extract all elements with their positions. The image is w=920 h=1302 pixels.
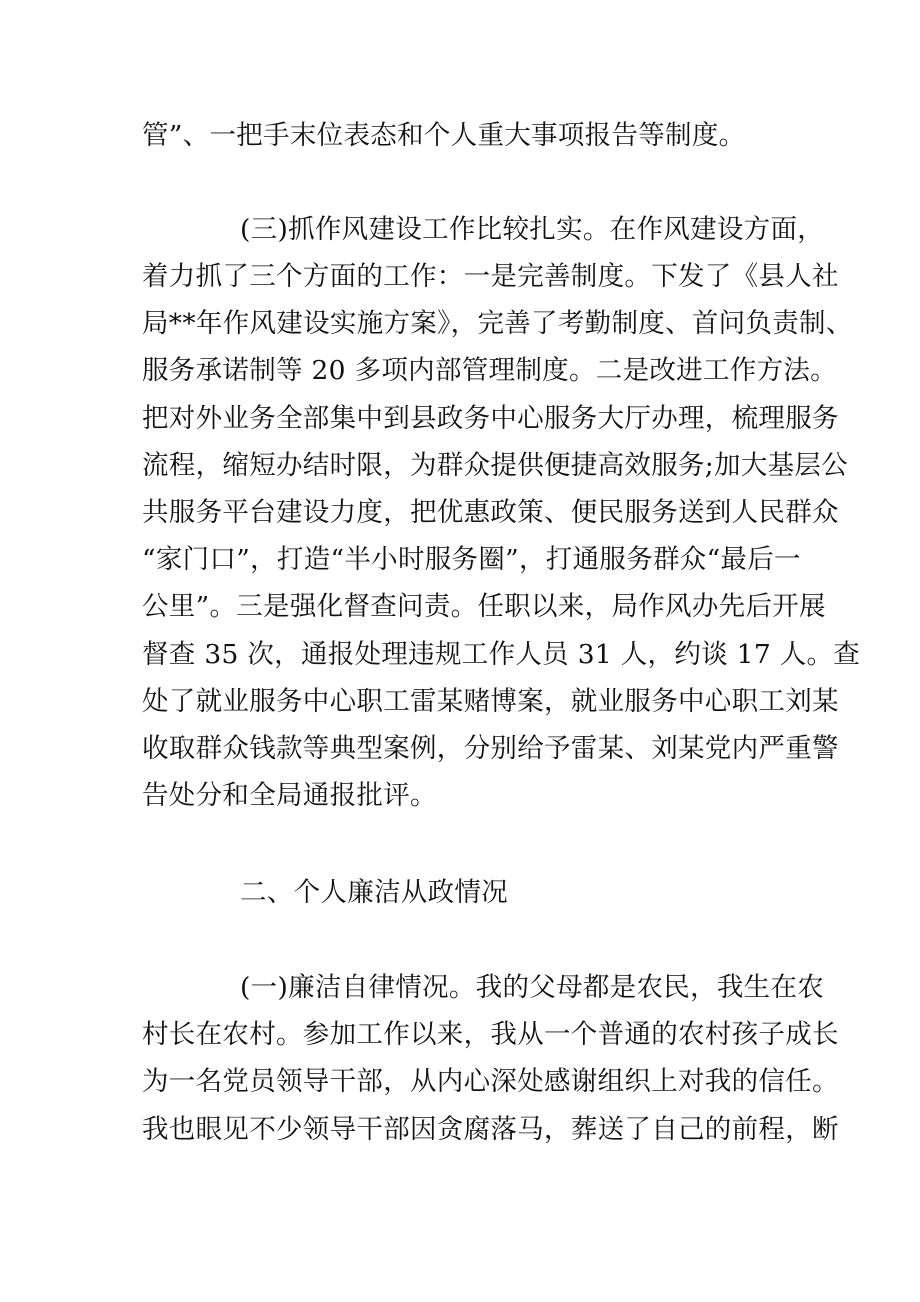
paragraph-line: 着力抓了三个方面的工作：一是完善制度。下发了《县人社 <box>142 261 839 292</box>
paragraph-line: 流程，缩短办结时限，为群众提供便捷高效服务;加大基层公 <box>142 450 849 481</box>
paragraph-line: “家门口”，打造“半小时服务圈”，打通服务群众“最后一 <box>142 544 801 575</box>
paragraph-line: 局**年作风建设实施方案》，完善了考勤制度、首问负责制、 <box>142 308 853 339</box>
section-heading: 二、个人廉洁从政情况 <box>240 877 508 908</box>
paragraph-line: 我也眼见不少领导干部因贪腐落马，葬送了自己的前程，断 <box>142 1114 839 1145</box>
paragraph-line: 告处分和全局通报批评。 <box>142 780 437 811</box>
section-heading-line: (三)抓作风建设工作比较扎实。在作风建设方面， <box>240 214 825 245</box>
paragraph-line: 为一名党员领导干部，从内心深处感谢组织上对我的信任。 <box>142 1066 839 1097</box>
paragraph-line: 把对外业务全部集中到县政务中心服务大厅办理，梳理服务 <box>142 403 839 434</box>
paragraph-line: 公里”。三是强化督查问责。任职以来，局作风办先后开展 <box>142 591 826 622</box>
paragraph-line: 村长在农村。参加工作以来，我从一个普通的农村孩子成长 <box>142 1019 839 1050</box>
paragraph-line: 管”、一把手末位表态和个人重大事项报告等制度。 <box>142 120 746 151</box>
paragraph-line: 处了就业服务中心职工雷某赌博案，就业服务中心职工刘某 <box>142 686 839 717</box>
paragraph-line: 共服务平台建设力度，把优惠政策、便民服务送到人民群众 <box>142 497 839 528</box>
subsection-heading-line: (一)廉洁自律情况。我的父母都是农民，我生在农 <box>240 972 825 1003</box>
paragraph-line: 收取群众钱款等典型案例，分别给予雷某、刘某党内严重警 <box>142 733 839 764</box>
paragraph-line: 督查 35 次，通报处理违规工作人员 31 人，约谈 17 人。查 <box>142 639 861 670</box>
paragraph-line: 服务承诺制等 20 多项内部管理制度。二是改进工作方法。 <box>142 355 837 386</box>
